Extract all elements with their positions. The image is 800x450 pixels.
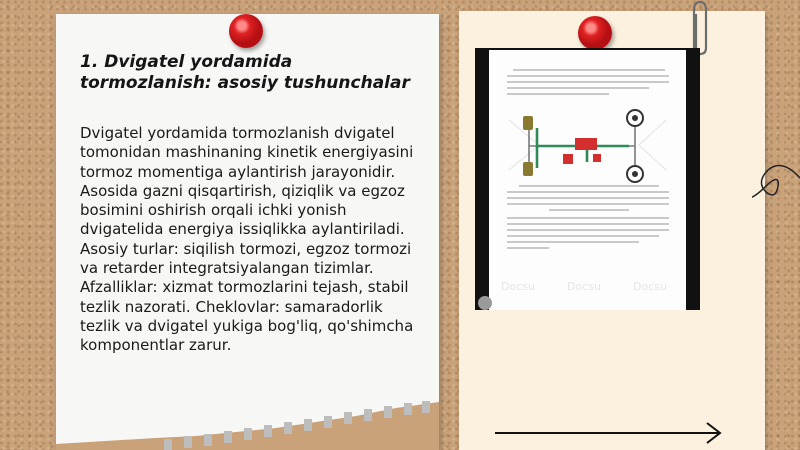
document-diagram — [489, 50, 686, 310]
document-photo — [489, 50, 686, 310]
string-loop-icon — [752, 148, 800, 208]
pushpin-left — [229, 14, 263, 48]
arrow-right-icon — [493, 418, 723, 448]
pushpin-right — [578, 16, 612, 50]
watermark-3: Docsu — [633, 280, 667, 293]
watermark-2: Docsu — [567, 280, 601, 293]
slide-body-text: Dvigatel yordamida tormozlanish dvigatel tomonidan mashinaning kinetik energiyasini tormoz momentiga aylantirish jarayonidir. Asosida gazni qisqartirish, qiziqlik va egzoz bosimini oshirish orqali ichki yonish dvigatelida energiya issiqlikka aylantiriladi. Asosiy turlar: siqilish tormozi, egzoz tormozi va retarder integratsiyalangan tizimlar. Afzalliklar: xizmat tormozlarini tejash, stabil tezlik nazorati. Cheklovlar: samaradorlik tezlik va dvigatel yukiga bog'liq, qo'shimcha komponentlar zarur. — [80, 124, 414, 355]
torn-edge — [56, 398, 439, 450]
photo-corner-badge — [478, 296, 492, 310]
slide-title: 1. Dvigatel yordamida tormozlanish: asosiy tushunchalar — [80, 52, 410, 93]
watermark-1: Docsu — [501, 280, 535, 293]
